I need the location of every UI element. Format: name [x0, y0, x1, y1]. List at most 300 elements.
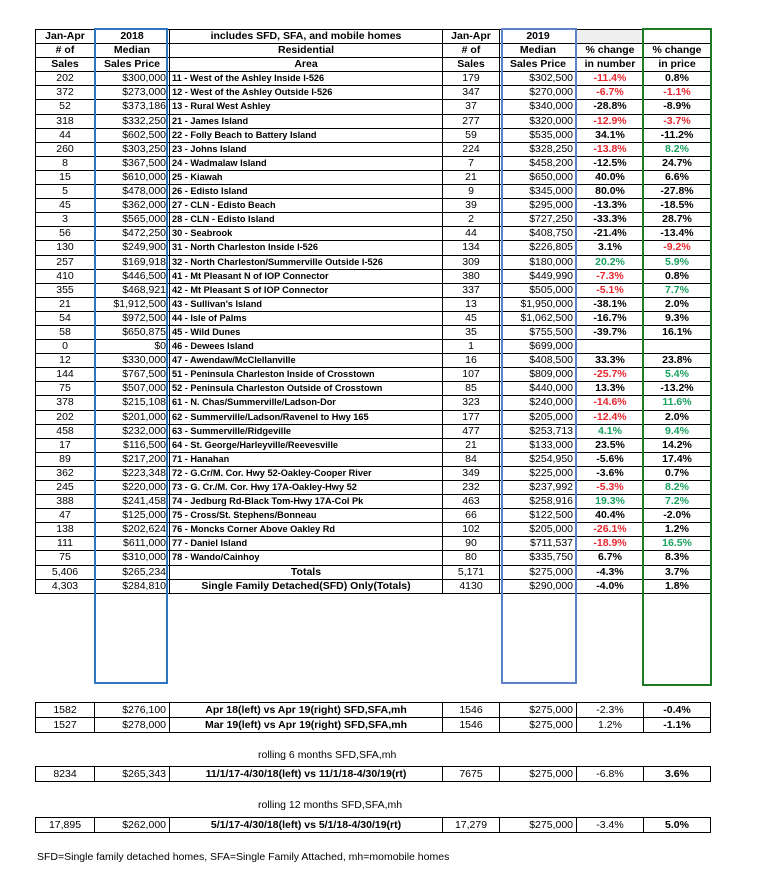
- header-cell: Median: [500, 44, 577, 58]
- comparison-sales-left: 1582: [36, 703, 95, 718]
- area-name: 45 - Wild Dunes: [170, 325, 443, 339]
- price-2019: $240,000: [500, 396, 577, 410]
- table-row: [36, 466, 711, 480]
- change-in-price: -13.4%: [644, 227, 711, 241]
- header-cell: # of: [36, 44, 95, 58]
- sales-2018: 3: [36, 213, 95, 227]
- change-in-price: -8.9%: [644, 100, 711, 114]
- price-2018: $125,000: [95, 509, 170, 523]
- area-name: 77 - Daniel Island: [170, 537, 443, 551]
- table-row: [36, 438, 711, 452]
- price-2019: $237,992: [500, 481, 577, 495]
- header-cell: Jan-Apr: [443, 30, 500, 44]
- price-2018: $650,875: [95, 325, 170, 339]
- sales-2018: 410: [36, 269, 95, 283]
- area-name: 21 - James Island: [170, 114, 443, 128]
- sales-2019: 347: [443, 86, 500, 100]
- sales-2018: 202: [36, 72, 95, 86]
- change-in-number: -28.8%: [577, 100, 644, 114]
- sales-2018: 12: [36, 354, 95, 368]
- sales-2018: 47: [36, 509, 95, 523]
- month-comparison-table: [35, 702, 711, 733]
- comparison-price-right: $275,000: [500, 718, 577, 733]
- change-in-number: 13.3%: [577, 382, 644, 396]
- sales-2018: 54: [36, 311, 95, 325]
- header-cell: includes SFD, SFA, and mobile homes: [170, 30, 443, 44]
- footnote: SFD=Single family detached homes, SFA=Single Family Attached, mh=momobile homes: [37, 851, 450, 863]
- area-name: 71 - Hanahan: [170, 452, 443, 466]
- area-name: 64 - St. George/Harleyville/Reevesville: [170, 438, 443, 452]
- change-in-price: 17.4%: [644, 452, 711, 466]
- header-cell: [577, 30, 644, 44]
- rolling12-label: 5/1/17-4/30/18(left) vs 5/1/18-4/30/19(rt): [170, 818, 443, 833]
- sales-2018: 458: [36, 424, 95, 438]
- comparison-change-price: -0.4%: [644, 703, 711, 718]
- sales-2018: 52: [36, 100, 95, 114]
- price-2018: $202,624: [95, 523, 170, 537]
- change-in-price: -27.8%: [644, 185, 711, 199]
- table-row: [36, 368, 711, 382]
- total-price-2018: $284,810: [95, 579, 170, 593]
- change-in-price: 8.3%: [644, 551, 711, 565]
- sales-2019: 1: [443, 340, 500, 354]
- price-2018: $767,500: [95, 368, 170, 382]
- sales-2019: 80: [443, 551, 500, 565]
- sales-2018: 245: [36, 481, 95, 495]
- rolling6-sales-left: 8234: [36, 767, 95, 782]
- sales-2019: 337: [443, 283, 500, 297]
- sales-2018: 144: [36, 368, 95, 382]
- sales-2019: 224: [443, 142, 500, 156]
- table-row: [36, 283, 711, 297]
- rolling12-sales-right: 17,279: [443, 818, 500, 833]
- change-in-number: 40.0%: [577, 170, 644, 184]
- price-2019: $258,916: [500, 495, 577, 509]
- table-row: [36, 100, 711, 114]
- change-in-number: -11.4%: [577, 72, 644, 86]
- area-name: 74 - Jedburg Rd-Black Tom-Hwy 17A-Col Pk: [170, 495, 443, 509]
- price-2018: $972,500: [95, 311, 170, 325]
- price-2018: $478,000: [95, 185, 170, 199]
- change-in-number: -5.3%: [577, 481, 644, 495]
- area-name: 47 - Awendaw/McClellanville: [170, 354, 443, 368]
- price-2019: $1,950,000: [500, 297, 577, 311]
- sales-2019: 37: [443, 100, 500, 114]
- change-in-number: 4.1%: [577, 424, 644, 438]
- change-in-number: 40.4%: [577, 509, 644, 523]
- area-name: 75 - Cross/St. Stephens/Bonneau: [170, 509, 443, 523]
- comparison-change-price: -1.1%: [644, 718, 711, 733]
- price-2019: $205,000: [500, 523, 577, 537]
- comparison-sales-right: 1546: [443, 718, 500, 733]
- sales-2018: 89: [36, 452, 95, 466]
- table-row: [36, 199, 711, 213]
- table-row: [36, 354, 711, 368]
- price-2019: $755,500: [500, 325, 577, 339]
- sfd-totals-row: [36, 579, 711, 593]
- sales-2019: 380: [443, 269, 500, 283]
- total-sales-2019: 4130: [443, 579, 500, 593]
- change-in-number: -13.3%: [577, 199, 644, 213]
- total-change-number: -4.3%: [577, 565, 644, 579]
- change-in-price: -18.5%: [644, 199, 711, 213]
- comparison-label: Mar 19(left) vs Apr 19(right) SFD,SFA,mh: [170, 718, 443, 733]
- price-2019: $226,805: [500, 241, 577, 255]
- price-2018: $249,900: [95, 241, 170, 255]
- comparison-label: Apr 18(left) vs Apr 19(right) SFD,SFA,mh: [170, 703, 443, 718]
- header-cell: Residential: [170, 44, 443, 58]
- rolling6-price-left: $265,343: [95, 767, 170, 782]
- price-2018: $602,500: [95, 128, 170, 142]
- header-cell: Sales Price: [500, 58, 577, 72]
- change-in-price: 9.3%: [644, 311, 711, 325]
- price-2018: $215,108: [95, 396, 170, 410]
- price-2019: $254,950: [500, 452, 577, 466]
- total-label: Totals: [170, 565, 443, 579]
- sales-2018: 58: [36, 325, 95, 339]
- area-name: 12 - West of the Ashley Outside I-526: [170, 86, 443, 100]
- rolling12-price-left: $262,000: [95, 818, 170, 833]
- area-name: 46 - Dewees Island: [170, 340, 443, 354]
- sales-2019: 21: [443, 438, 500, 452]
- change-in-price: 16.5%: [644, 537, 711, 551]
- change-in-price: -11.2%: [644, 128, 711, 142]
- sales-2018: 75: [36, 382, 95, 396]
- price-2019: $205,000: [500, 410, 577, 424]
- change-in-price: 8.2%: [644, 481, 711, 495]
- sales-2019: 59: [443, 128, 500, 142]
- sales-2019: 477: [443, 424, 500, 438]
- header-cell: Median: [95, 44, 170, 58]
- change-in-price: 1.2%: [644, 523, 711, 537]
- price-2018: $116,500: [95, 438, 170, 452]
- change-in-number: 3.1%: [577, 241, 644, 255]
- comparison-price-left: $278,000: [95, 718, 170, 733]
- header-cell: % change: [577, 44, 644, 58]
- total-sales-2019: 5,171: [443, 565, 500, 579]
- total-price-2018: $265,234: [95, 565, 170, 579]
- header-cell: Sales: [36, 58, 95, 72]
- price-2018: $217,200: [95, 452, 170, 466]
- price-2018: $169,918: [95, 255, 170, 269]
- price-2019: $180,000: [500, 255, 577, 269]
- table-row: [36, 170, 711, 184]
- area-name: 73 - G. Cr./M. Cor. Hwy 17A-Oakley-Hwy 52: [170, 481, 443, 495]
- sales-2018: 260: [36, 142, 95, 156]
- total-change-price: 1.8%: [644, 579, 711, 593]
- area-name: 78 - Wando/Cainhoy: [170, 551, 443, 565]
- area-name: 24 - Wadmalaw Island: [170, 156, 443, 170]
- price-2019: $1,062,500: [500, 311, 577, 325]
- price-2018: $611,000: [95, 537, 170, 551]
- rolling6-table: [35, 766, 711, 782]
- change-in-price: 11.6%: [644, 396, 711, 410]
- price-2018: $373,186: [95, 100, 170, 114]
- rolling12-price-right: $275,000: [500, 818, 577, 833]
- change-in-price: 7.2%: [644, 495, 711, 509]
- change-in-price: 0.8%: [644, 72, 711, 86]
- price-2018: $507,000: [95, 382, 170, 396]
- change-in-number: -7.3%: [577, 269, 644, 283]
- area-name: 22 - Folly Beach to Battery Island: [170, 128, 443, 142]
- table-row: [36, 72, 711, 86]
- change-in-price: 14.2%: [644, 438, 711, 452]
- area-name: 13 - Rural West Ashley: [170, 100, 443, 114]
- area-name: 23 - Johns Island: [170, 142, 443, 156]
- sales-2018: 45: [36, 199, 95, 213]
- sales-2018: 17: [36, 438, 95, 452]
- area-name: 30 - Seabrook: [170, 227, 443, 241]
- sales-2019: 2: [443, 213, 500, 227]
- sales-2019: 134: [443, 241, 500, 255]
- area-name: 52 - Peninsula Charleston Outside of Crosstown: [170, 382, 443, 396]
- header-cell: # of: [443, 44, 500, 58]
- rolling6-row: [36, 767, 711, 782]
- sales-2019: 45: [443, 311, 500, 325]
- price-2018: $472,250: [95, 227, 170, 241]
- sales-2019: 107: [443, 368, 500, 382]
- table-row: [36, 382, 711, 396]
- price-2019: $650,000: [500, 170, 577, 184]
- table-row: [36, 396, 711, 410]
- total-price-2019: $290,000: [500, 579, 577, 593]
- change-in-number: -12.9%: [577, 114, 644, 128]
- change-in-price: 24.7%: [644, 156, 711, 170]
- sales-2018: 5: [36, 185, 95, 199]
- area-name: 72 - G.Cr/M. Cor. Hwy 52-Oakley-Cooper River: [170, 466, 443, 480]
- price-2019: $295,000: [500, 199, 577, 213]
- sales-2019: 9: [443, 185, 500, 199]
- sales-2019: 277: [443, 114, 500, 128]
- price-2019: $302,500: [500, 72, 577, 86]
- change-in-number: 34.1%: [577, 128, 644, 142]
- change-in-price: [644, 340, 711, 354]
- change-in-price: 9.4%: [644, 424, 711, 438]
- table-row: [36, 156, 711, 170]
- rolling12-row: [36, 818, 711, 833]
- price-2018: $330,000: [95, 354, 170, 368]
- sales-2018: 388: [36, 495, 95, 509]
- sales-2018: 362: [36, 466, 95, 480]
- rolling6-price-right: $275,000: [500, 767, 577, 782]
- total-sales-2018: 5,406: [36, 565, 95, 579]
- sales-2019: 309: [443, 255, 500, 269]
- header-row-1: [36, 30, 711, 44]
- header-cell: Area: [170, 58, 443, 72]
- sales-2018: 355: [36, 283, 95, 297]
- change-in-number: -14.6%: [577, 396, 644, 410]
- sales-2019: 44: [443, 227, 500, 241]
- price-2019: $699,000: [500, 340, 577, 354]
- table-row: [36, 325, 711, 339]
- sales-2019: 102: [443, 523, 500, 537]
- sales-2018: 130: [36, 241, 95, 255]
- price-2018: $1,912,500: [95, 297, 170, 311]
- table-row: [36, 213, 711, 227]
- area-name: 41 - Mt Pleasant N of IOP Connector: [170, 269, 443, 283]
- change-in-price: -9.2%: [644, 241, 711, 255]
- change-in-price: 7.7%: [644, 283, 711, 297]
- price-2019: $440,000: [500, 382, 577, 396]
- rolling12-table: [35, 817, 711, 833]
- sales-2019: 349: [443, 466, 500, 480]
- change-in-number: -6.7%: [577, 86, 644, 100]
- price-2019: $711,537: [500, 537, 577, 551]
- comparison-sales-right: 1546: [443, 703, 500, 718]
- header-cell: 2019: [500, 30, 577, 44]
- area-name: 76 - Moncks Corner Above Oakley Rd: [170, 523, 443, 537]
- comparison-row: [36, 703, 711, 718]
- table-row: [36, 481, 711, 495]
- change-in-number: -12.4%: [577, 410, 644, 424]
- price-2019: $809,000: [500, 368, 577, 382]
- total-change-price: 3.7%: [644, 565, 711, 579]
- change-in-number: 6.7%: [577, 551, 644, 565]
- price-2018: $468,921: [95, 283, 170, 297]
- area-name: 26 - Edisto Island: [170, 185, 443, 199]
- sales-2018: 8: [36, 156, 95, 170]
- sales-2019: 21: [443, 170, 500, 184]
- change-in-number: -12.5%: [577, 156, 644, 170]
- price-2018: $303,250: [95, 142, 170, 156]
- header-cell: Sales: [443, 58, 500, 72]
- sales-2019: 179: [443, 72, 500, 86]
- area-name: 28 - CLN - Edisto Island: [170, 213, 443, 227]
- change-in-price: 0.8%: [644, 269, 711, 283]
- area-name: 42 - Mt Pleasant S of IOP Connector: [170, 283, 443, 297]
- price-2019: $505,000: [500, 283, 577, 297]
- header-cell: 2018: [95, 30, 170, 44]
- rolling12-change-number: -3.4%: [577, 818, 644, 833]
- price-2019: $535,000: [500, 128, 577, 142]
- table-row: [36, 241, 711, 255]
- change-in-price: -13.2%: [644, 382, 711, 396]
- table-row: [36, 185, 711, 199]
- change-in-number: -21.4%: [577, 227, 644, 241]
- change-in-number: -3.6%: [577, 466, 644, 480]
- header-cell: % change: [644, 44, 711, 58]
- table-row: [36, 537, 711, 551]
- sales-2018: 44: [36, 128, 95, 142]
- change-in-number: -38.1%: [577, 297, 644, 311]
- area-name: 11 - West of the Ashley Inside I-526: [170, 72, 443, 86]
- sales-2019: 39: [443, 199, 500, 213]
- change-in-number: 80.0%: [577, 185, 644, 199]
- sales-2018: 257: [36, 255, 95, 269]
- area-name: 51 - Peninsula Charleston Inside of Crosstown: [170, 368, 443, 382]
- price-2019: $253,713: [500, 424, 577, 438]
- price-2019: $122,500: [500, 509, 577, 523]
- rolling6-change-number: -6.8%: [577, 767, 644, 782]
- price-2018: $220,000: [95, 481, 170, 495]
- rolling12-change-price: 5.0%: [644, 818, 711, 833]
- sales-2018: 56: [36, 227, 95, 241]
- price-2018: $273,000: [95, 86, 170, 100]
- price-2019: $727,250: [500, 213, 577, 227]
- change-in-price: -1.1%: [644, 86, 711, 100]
- comparison-row: [36, 718, 711, 733]
- price-2018: $223,348: [95, 466, 170, 480]
- header-cell: in price: [644, 58, 711, 72]
- area-name: 63 - Summerville/Ridgeville: [170, 424, 443, 438]
- price-2018: $241,458: [95, 495, 170, 509]
- sales-2019: 7: [443, 156, 500, 170]
- price-2018: $610,000: [95, 170, 170, 184]
- header-cell: in number: [577, 58, 644, 72]
- sales-2018: 21: [36, 297, 95, 311]
- price-2018: $565,000: [95, 213, 170, 227]
- total-price-2019: $275,000: [500, 565, 577, 579]
- header-row-3: [36, 58, 711, 72]
- price-2019: $449,990: [500, 269, 577, 283]
- sales-2018: 372: [36, 86, 95, 100]
- price-2018: $367,500: [95, 156, 170, 170]
- table-row: [36, 114, 711, 128]
- price-2019: $408,500: [500, 354, 577, 368]
- sales-2019: 90: [443, 537, 500, 551]
- change-in-price: 6.6%: [644, 170, 711, 184]
- area-name: 32 - North Charleston/Summerville Outside I-526: [170, 255, 443, 269]
- change-in-number: -26.1%: [577, 523, 644, 537]
- header-cell: [644, 30, 711, 44]
- comparison-sales-left: 1527: [36, 718, 95, 733]
- header-cell: Sales Price: [95, 58, 170, 72]
- sales-2018: 15: [36, 170, 95, 184]
- table-row: [36, 523, 711, 537]
- change-in-number: -5.6%: [577, 452, 644, 466]
- sales-2019: 323: [443, 396, 500, 410]
- sales-2019: 232: [443, 481, 500, 495]
- area-name: 44 - Isle of Palms: [170, 311, 443, 325]
- sales-2019: 13: [443, 297, 500, 311]
- change-in-price: 5.9%: [644, 255, 711, 269]
- area-name: 61 - N. Chas/Summerville/Ladson-Dor: [170, 396, 443, 410]
- table-row: [36, 142, 711, 156]
- table-row: [36, 509, 711, 523]
- sales-2018: 0: [36, 340, 95, 354]
- table-row: [36, 227, 711, 241]
- change-in-price: 2.0%: [644, 297, 711, 311]
- rolling12-caption: rolling 12 months SFD,SFA,mh: [258, 799, 403, 811]
- price-2019: $335,750: [500, 551, 577, 565]
- table-row: [36, 495, 711, 509]
- area-name: 62 - Summerville/Ladson/Ravenel to Hwy 165: [170, 410, 443, 424]
- totals-row: [36, 565, 711, 579]
- price-2019: $345,000: [500, 185, 577, 199]
- sales-2019: 66: [443, 509, 500, 523]
- change-in-number: -25.7%: [577, 368, 644, 382]
- price-2019: $270,000: [500, 86, 577, 100]
- price-2018: $332,250: [95, 114, 170, 128]
- price-2019: $320,000: [500, 114, 577, 128]
- price-2018: $362,000: [95, 199, 170, 213]
- sales-2018: 378: [36, 396, 95, 410]
- rolling6-label: 11/1/17-4/30/18(left) vs 11/1/18-4/30/19(rt): [170, 767, 443, 782]
- total-sales-2018: 4,303: [36, 579, 95, 593]
- price-2018: $0: [95, 340, 170, 354]
- change-in-number: 33.3%: [577, 354, 644, 368]
- area-name: 25 - Kiawah: [170, 170, 443, 184]
- change-in-price: 16.1%: [644, 325, 711, 339]
- sales-2019: 463: [443, 495, 500, 509]
- sales-2018: 202: [36, 410, 95, 424]
- change-in-price: -3.7%: [644, 114, 711, 128]
- table-row: [36, 269, 711, 283]
- table-row: [36, 311, 711, 325]
- total-change-number: -4.0%: [577, 579, 644, 593]
- comparison-price-right: $275,000: [500, 703, 577, 718]
- change-in-number: -18.9%: [577, 537, 644, 551]
